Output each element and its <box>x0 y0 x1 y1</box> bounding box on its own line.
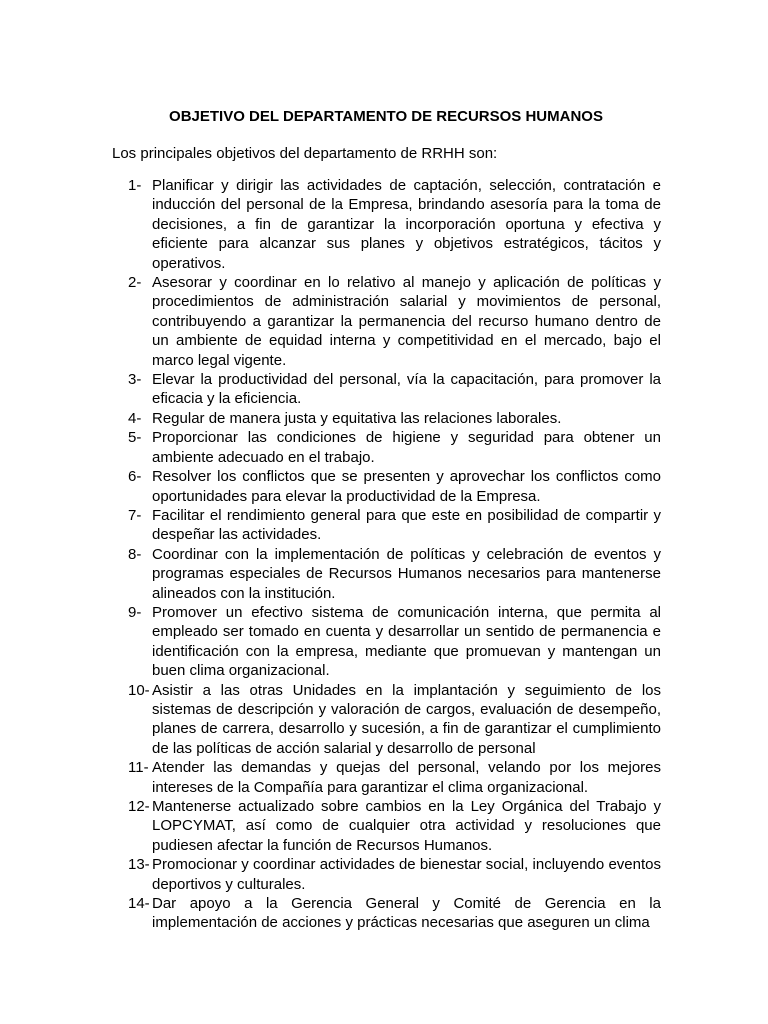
objective-item <box>112 273 661 370</box>
objective-number: 7- <box>128 506 142 524</box>
objective-item <box>112 467 661 506</box>
objective-item <box>112 797 661 855</box>
objective-item <box>112 855 661 894</box>
objective-number: 1- <box>128 177 142 194</box>
objective-number: 8- <box>128 545 142 563</box>
objective-number: 14- <box>128 895 150 913</box>
objective-text: Dar apoyo a la Gerencia General y Comité de Gerencia en la implementación de acciones y prácticas necesarias que aseguren un clima <box>152 895 661 932</box>
objective-text: Promocionar y coordinar actividades de bienestar social, incluyendo eventos deportivos y culturales. <box>152 856 661 893</box>
objective-number: 11- <box>128 759 149 777</box>
objective-item <box>112 370 661 409</box>
objective-item <box>112 681 661 759</box>
objective-text: Coordinar con la implementación de políticas y celebración de eventos y programas especiales de Recursos Humanos necesarios para mantenerse alineados con la institución. <box>152 545 661 602</box>
objective-text: Atender las demandas y quejas del personal, velando por los mejores intereses de la Compañía para garantizar el clima organizacional. <box>152 759 661 796</box>
objective-number: 6- <box>128 468 142 486</box>
objective-item <box>112 428 661 467</box>
objective-item <box>112 603 661 681</box>
objective-text: Regular de manera justa y equitativa las relaciones laborales. <box>152 409 562 427</box>
objective-item <box>112 894 661 933</box>
objective-text: Resolver los conflictos que se presenten y aprovechar los conflictos como oportunidades para elevar la productividad de la Empresa. <box>152 468 661 505</box>
objective-number: 12- <box>128 798 150 815</box>
objective-item <box>112 176 661 273</box>
objective-number: 9- <box>128 603 142 621</box>
objective-text: Planificar y dirigir las actividades de captación, selección, contratación e inducción del personal de la Empresa, brindando asesoría para la toma de decisiones, a fin de garantizar la incorporación oportuna y efectiva y eficiente para alcanzar sus planes y objetivos estratégicos, tácitos y operativos. <box>152 177 661 272</box>
objective-item <box>112 506 661 545</box>
objective-text: Proporcionar las condiciones de higiene y seguridad para obtener un ambiente adecuado en el trabajo. <box>152 429 661 466</box>
objective-item <box>112 545 661 603</box>
objective-text: Asistir a las otras Unidades en la implantación y seguimiento de los sistemas de descripción y valoración de cargos, evaluación de desempeño, planes de carrera, desarrollo y sucesión, a fin de garantizar el cumplimiento de las políticas de acción salarial y desarrollo de personal <box>152 681 661 757</box>
objective-text: Mantenerse actualizado sobre cambios en la Ley Orgánica del Trabajo y LOPCYMAT, así como de cualquier otra actividad y resoluciones que pudiesen afectar la función de Recursos Humanos. <box>152 798 661 854</box>
intro-paragraph: Los principales objetivos del departamento de RRHH son: <box>112 145 498 162</box>
objective-number: 13- <box>128 856 150 874</box>
objective-text: Elevar la productividad del personal, vía la capacitación, para promover la eficacia y la eficiencia. <box>152 371 661 408</box>
objective-text: Asesorar y coordinar en lo relativo al manejo y aplicación de políticas y procedimientos de administración salarial y movimientos de personal, contribuyendo a garantizar la permanencia del recurso humano dentro de un ambiente de equidad interna y competitividad en el mercado, bajo el marco legal vigente. <box>152 274 661 369</box>
objective-text: Facilitar el rendimiento general para que este en posibilidad de compartir y despeñar las actividades. <box>152 506 661 544</box>
objective-number: 4- <box>128 409 142 427</box>
objectives-list <box>112 176 661 933</box>
objective-number: 10- <box>128 681 150 699</box>
objective-item <box>112 409 661 428</box>
objective-number: 3- <box>128 371 142 389</box>
document-title: OBJETIVO DEL DEPARTAMENTO DE RECURSOS HUMANOS <box>169 108 603 125</box>
objective-number: 5- <box>128 429 142 447</box>
objective-text: Promover un efectivo sistema de comunicación interna, que permita al empleado ser tomado en cuenta y desarrollar un sentido de permanencia e identificación con la empresa, mediante que promuevan y mantengan un buen clima organizacional. <box>152 603 661 680</box>
objective-item <box>112 758 661 797</box>
objective-number: 2- <box>128 274 142 292</box>
